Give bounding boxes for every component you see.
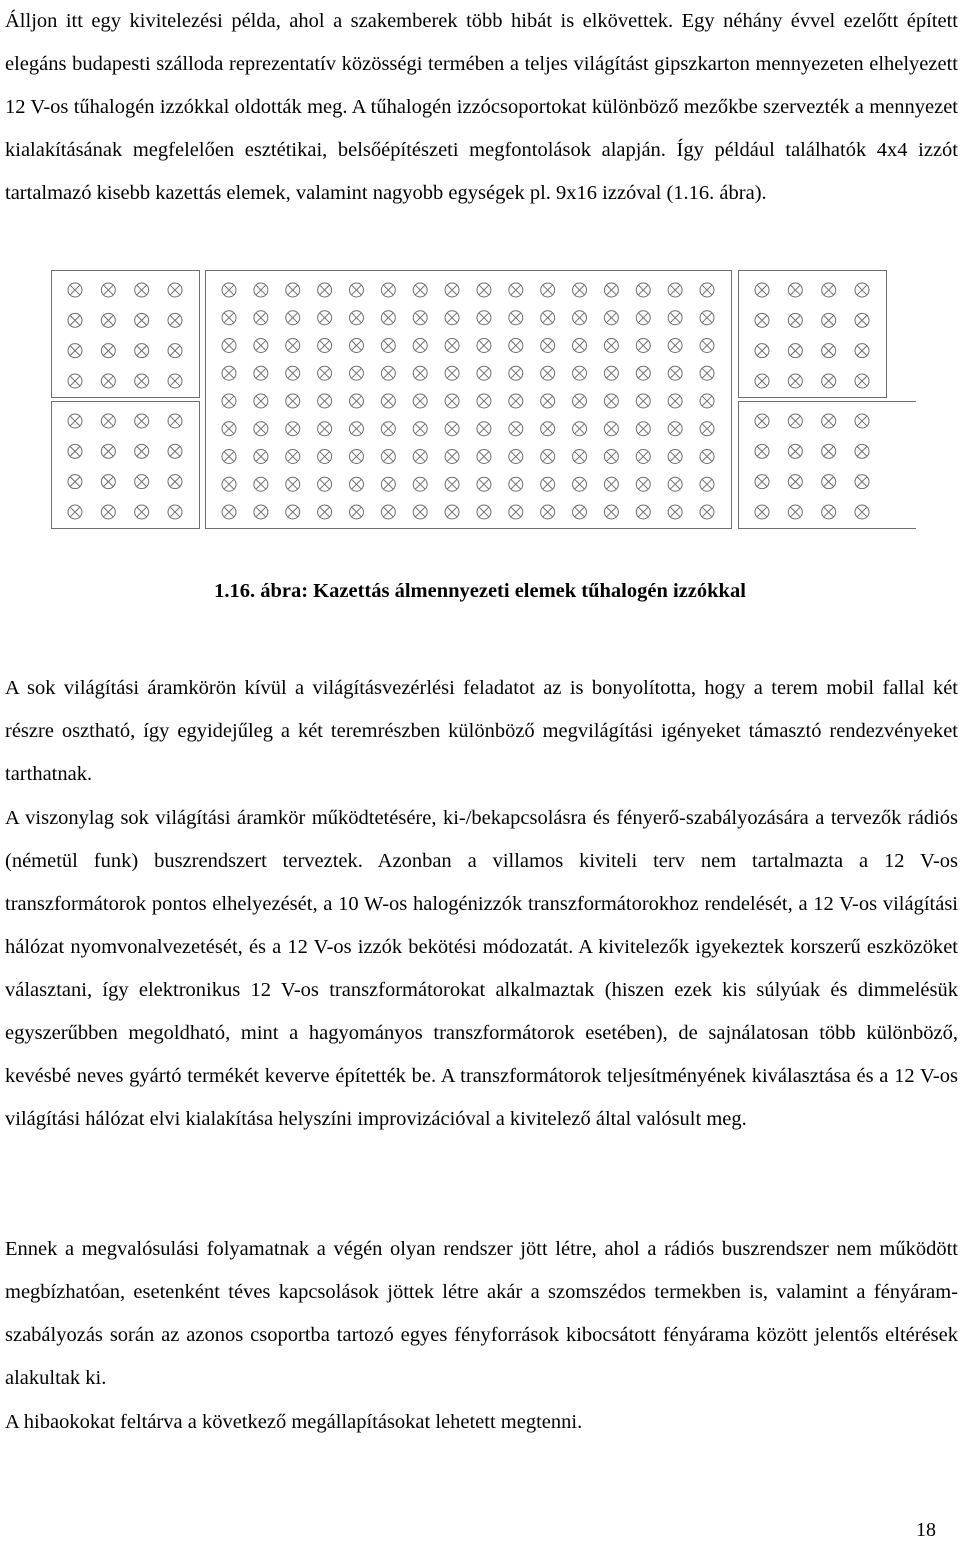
lamp-cross-circle-icon — [222, 505, 236, 519]
lamp-cross-circle-icon — [573, 339, 587, 353]
lamp-cross-circle-icon — [477, 422, 491, 436]
lamp-cross-circle-icon — [413, 505, 427, 519]
lamp-cross-circle-icon — [573, 394, 587, 408]
lamp-cross-circle-icon — [68, 374, 82, 388]
lamp-cross-circle-icon — [788, 344, 802, 358]
lamp-cross-circle-icon — [68, 344, 82, 358]
lamp-cross-circle-icon — [604, 450, 618, 464]
lamp-cross-circle-icon — [413, 339, 427, 353]
lamp-cross-circle-icon — [318, 283, 332, 297]
lamp-cross-circle-icon — [788, 283, 802, 297]
lamp-cross-circle-icon — [254, 311, 268, 325]
lamp-cross-circle-icon — [788, 313, 802, 327]
lamp-cross-circle-icon — [788, 414, 802, 428]
lamp-cross-circle-icon — [700, 422, 714, 436]
lamp-cross-circle-icon — [445, 394, 459, 408]
lamp-cross-circle-icon — [222, 477, 236, 491]
lamp-cross-circle-icon — [573, 505, 587, 519]
lamp-cross-circle-icon — [668, 339, 682, 353]
lamp-cross-circle-icon — [445, 311, 459, 325]
lamp-cross-circle-icon — [349, 339, 363, 353]
lamp-cross-circle-icon — [286, 450, 300, 464]
paragraph-result: Ennek a megvalósulási folyamatnak a végén olyan rendszer jött létre, ahol a rádiós buszrendszer nem működött megbízhatóan, esetenként téves kapcsolások jöttek létre akár a szomszédos termekben is, valamint a fényáram-szabályozás során az azonos csoportba tartozó egyes fényforrások kibocsátott fényárama között jelentős eltérések alakultak ki. — [5, 1238, 958, 1389]
lamp-cross-circle-icon — [788, 444, 802, 458]
lamp-cross-circle-icon — [855, 313, 869, 327]
lamp-cross-circle-icon — [700, 283, 714, 297]
lamp-cross-circle-icon — [381, 422, 395, 436]
lamp-cross-circle-icon — [755, 344, 769, 358]
lamp-cross-circle-icon — [413, 450, 427, 464]
lamp-cross-circle-icon — [286, 422, 300, 436]
lamp-cross-circle-icon — [477, 394, 491, 408]
lamp-cross-circle-icon — [68, 414, 82, 428]
lamp-cross-circle-icon — [855, 505, 869, 519]
lamp-cross-circle-icon — [318, 394, 332, 408]
lamp-cross-circle-icon — [168, 475, 182, 489]
lamp-cross-circle-icon — [349, 311, 363, 325]
paragraph-mobile-wall: A sok világítási áramkörön kívül a világításvezérlési feladatot az is bonyolította, hogy a terem mobil fallal két részre osztható, így egyidejűleg a két teremrészben különböző megvilágítási igényeket támasztó rendezvényeket tarthatnak. — [5, 677, 958, 785]
lamp-cross-circle-icon — [254, 366, 268, 380]
lamp-cross-circle-icon — [381, 477, 395, 491]
lamp-cross-circle-icon — [168, 283, 182, 297]
lamp-cross-circle-icon — [286, 477, 300, 491]
lamp-cross-circle-icon — [135, 444, 149, 458]
lamp-cross-circle-icon — [573, 311, 587, 325]
lamp-cross-circle-icon — [604, 339, 618, 353]
lamp-cross-circle-icon — [755, 475, 769, 489]
lamp-cross-circle-icon — [636, 450, 650, 464]
lamp-cross-circle-icon — [822, 374, 836, 388]
lamp-cross-circle-icon — [135, 344, 149, 358]
lamp-cross-circle-icon — [509, 422, 523, 436]
lamp-cross-circle-icon — [541, 422, 555, 436]
lamp-cross-circle-icon — [700, 477, 714, 491]
lamp-cross-circle-icon — [855, 283, 869, 297]
lamp-cross-circle-icon — [254, 394, 268, 408]
lamp-cross-circle-icon — [381, 283, 395, 297]
lamp-cross-circle-icon — [381, 394, 395, 408]
lamp-cross-circle-icon — [636, 283, 650, 297]
lamp-cross-circle-icon — [445, 505, 459, 519]
paragraph-bus-system: A viszonylag sok világítási áramkör működtetésére, ki-/bekapcsolásra és fényerő-szabályozására a tervezők rádiós (németül funk) buszrendszert terveztek. Azonban a villamos kiviteli terv nem tartalmazta a 12 V-os transzformátorok pontos elhelyezését, a 10 W-os halogénizzók transzformátorokhoz rendelését, a 12 V-os világítási hálózat nyomvonalvezetését, és a 12 V-os izzók bekötési módozatát. A kivitelezők igyekeztek korszerű eszközöket választani, így elektronikus 12 V-os transzformátorokat alkalmaztak (hiszen ezek kis súlyúak és dimmelésük egyszerűbben megoldható, mint a hagyományos transzformátorok esetében), de sajnálatosan több különböző, kevésbé neves gyártó termékét keverve építették be. A transzformátorok teljesítményének kiválasztása és a 12 V-os világítási hálózat elvi kialakítása helyszíni improvizációval a kivitelező által valósult meg. — [5, 807, 958, 1130]
lamp-cross-circle-icon — [254, 477, 268, 491]
lamp-cross-circle-icon — [855, 475, 869, 489]
lamp-cross-circle-icon — [286, 394, 300, 408]
lamp-cross-circle-icon — [509, 477, 523, 491]
lamp-cross-circle-icon — [445, 366, 459, 380]
paragraph-conclusion-lead: A hibaokokat feltárva a következő megállapításokat lehetett megtenni. — [5, 1411, 583, 1433]
lamp-cross-circle-icon — [541, 450, 555, 464]
lamp-cross-circle-icon — [101, 505, 115, 519]
lamp-cross-circle-icon — [413, 394, 427, 408]
lamp-cross-circle-icon — [604, 311, 618, 325]
lamp-cross-circle-icon — [381, 505, 395, 519]
lamp-cross-circle-icon — [318, 505, 332, 519]
lamp-cross-circle-icon — [381, 311, 395, 325]
lamp-cross-circle-icon — [541, 505, 555, 519]
lamp-cross-circle-icon — [413, 311, 427, 325]
lamp-cross-circle-icon — [509, 283, 523, 297]
lamp-cross-circle-icon — [668, 394, 682, 408]
lamp-cross-circle-icon — [509, 450, 523, 464]
lamp-cross-circle-icon — [135, 374, 149, 388]
lamp-cross-circle-icon — [477, 477, 491, 491]
lamp-cross-circle-icon — [168, 414, 182, 428]
lamp-cross-circle-icon — [509, 505, 523, 519]
lamp-cross-circle-icon — [254, 450, 268, 464]
lamp-cross-circle-icon — [168, 313, 182, 327]
lamp-cross-circle-icon — [700, 394, 714, 408]
lamp-cross-circle-icon — [101, 374, 115, 388]
lamp-cross-circle-icon — [855, 344, 869, 358]
lamp-cross-circle-icon — [541, 366, 555, 380]
lamp-cross-circle-icon — [700, 366, 714, 380]
lamp-cross-circle-icon — [822, 313, 836, 327]
lamp-cross-circle-icon — [788, 475, 802, 489]
lamp-cross-circle-icon — [101, 283, 115, 297]
lamp-cross-circle-icon — [222, 283, 236, 297]
lamp-cross-circle-icon — [168, 374, 182, 388]
lamp-cross-circle-icon — [349, 366, 363, 380]
lamp-cross-circle-icon — [286, 311, 300, 325]
lamp-cross-circle-icon — [68, 283, 82, 297]
lamp-cross-circle-icon — [168, 505, 182, 519]
lamp-cross-circle-icon — [318, 450, 332, 464]
lamp-cross-circle-icon — [254, 339, 268, 353]
lamp-cross-circle-icon — [68, 444, 82, 458]
lamp-cross-circle-icon — [509, 366, 523, 380]
lamp-cross-circle-icon — [135, 283, 149, 297]
lamp-cross-circle-icon — [668, 477, 682, 491]
lamp-cross-circle-icon — [541, 311, 555, 325]
small-cassette-top-right — [739, 271, 887, 398]
lamp-cross-circle-icon — [855, 374, 869, 388]
figure-caption: 1.16. ábra: Kazettás álmennyezeti elemek tűhalogén izzókkal — [214, 580, 746, 602]
lamp-cross-circle-icon — [413, 283, 427, 297]
lamp-cross-circle-icon — [222, 311, 236, 325]
lamp-cross-circle-icon — [477, 505, 491, 519]
lamp-cross-circle-icon — [700, 339, 714, 353]
lamp-cross-circle-icon — [573, 477, 587, 491]
lamp-cross-circle-icon — [822, 505, 836, 519]
lamp-cross-circle-icon — [286, 339, 300, 353]
lamp-cross-circle-icon — [636, 366, 650, 380]
lamp-cross-circle-icon — [477, 311, 491, 325]
lamp-cross-circle-icon — [318, 339, 332, 353]
lamp-cross-circle-icon — [700, 505, 714, 519]
lamp-cross-circle-icon — [318, 366, 332, 380]
lamp-cross-circle-icon — [477, 366, 491, 380]
lamp-cross-circle-icon — [477, 283, 491, 297]
lamp-cross-circle-icon — [636, 422, 650, 436]
lamp-cross-circle-icon — [286, 505, 300, 519]
lamp-cross-circle-icon — [168, 444, 182, 458]
lamp-cross-circle-icon — [318, 422, 332, 436]
paragraph-intro: Álljon itt egy kivitelezési példa, ahol a szakemberek több hibát is elkövettek. Egy néhány évvel ezelőtt épített elegáns budapesti szálloda reprezentatív közösségi termében a teljes világítást gipszkarton mennyezeten elhelyezett 12 V-os tűhalogén izzókkal oldották meg. A tűhalogén izzócsoportokat különböző mezőkbe szervezték a mennyezet kialakításának megfelelően esztétikai, belsőépítészeti megfontolások alapján. Így például találhatók 4x4 izzót tartalmazó kisebb kazettás elemek, valamint nagyobb egységek pl. 9x16 izzóval (1.16. ábra). — [5, 10, 958, 204]
lamp-cross-circle-icon — [573, 422, 587, 436]
lamp-cross-circle-icon — [509, 311, 523, 325]
figure-drawing — [51, 270, 916, 530]
lamp-cross-circle-icon — [135, 505, 149, 519]
lamp-cross-circle-icon — [604, 366, 618, 380]
lamp-cross-circle-icon — [788, 505, 802, 519]
lamp-cross-circle-icon — [413, 477, 427, 491]
lamp-cross-circle-icon — [135, 475, 149, 489]
lamp-cross-circle-icon — [700, 311, 714, 325]
lamp-cross-circle-icon — [68, 505, 82, 519]
lamp-cross-circle-icon — [668, 311, 682, 325]
lamp-cross-circle-icon — [254, 283, 268, 297]
lamp-cross-circle-icon — [755, 374, 769, 388]
lamp-cross-circle-icon — [604, 477, 618, 491]
lamp-cross-circle-icon — [604, 283, 618, 297]
lamp-cross-circle-icon — [286, 283, 300, 297]
lamp-cross-circle-icon — [445, 283, 459, 297]
lamp-cross-circle-icon — [222, 339, 236, 353]
lamp-cross-circle-icon — [318, 311, 332, 325]
lamp-cross-circle-icon — [135, 414, 149, 428]
lamp-cross-circle-icon — [668, 366, 682, 380]
small-cassette-bottom-right — [739, 402, 917, 529]
lamp-cross-circle-icon — [101, 313, 115, 327]
lamp-cross-circle-icon — [755, 283, 769, 297]
lamp-cross-circle-icon — [349, 450, 363, 464]
cassette-frame — [206, 271, 732, 529]
lamp-cross-circle-icon — [541, 339, 555, 353]
lamp-cross-circle-icon — [668, 283, 682, 297]
lamp-cross-circle-icon — [445, 422, 459, 436]
lamp-cross-circle-icon — [700, 450, 714, 464]
lamp-cross-circle-icon — [636, 505, 650, 519]
lamp-cross-circle-icon — [168, 344, 182, 358]
lamp-cross-circle-icon — [822, 344, 836, 358]
lamp-cross-circle-icon — [477, 339, 491, 353]
lamp-cross-circle-icon — [222, 366, 236, 380]
lamp-cross-circle-icon — [254, 505, 268, 519]
lamp-cross-circle-icon — [222, 450, 236, 464]
lamp-cross-circle-icon — [286, 366, 300, 380]
lamp-cross-circle-icon — [349, 477, 363, 491]
lamp-cross-circle-icon — [509, 394, 523, 408]
lamp-cross-circle-icon — [381, 366, 395, 380]
lamp-cross-circle-icon — [381, 450, 395, 464]
lamp-cross-circle-icon — [413, 366, 427, 380]
lamp-cross-circle-icon — [822, 414, 836, 428]
lamp-cross-circle-icon — [101, 475, 115, 489]
lamp-cross-circle-icon — [445, 339, 459, 353]
lamp-cross-circle-icon — [755, 505, 769, 519]
lamp-cross-circle-icon — [788, 374, 802, 388]
lamp-cross-circle-icon — [349, 394, 363, 408]
lamp-cross-circle-icon — [349, 283, 363, 297]
lamp-cross-circle-icon — [222, 422, 236, 436]
lamp-cross-circle-icon — [855, 414, 869, 428]
lamp-cross-circle-icon — [135, 313, 149, 327]
lamp-cross-circle-icon — [445, 477, 459, 491]
lamp-cross-circle-icon — [101, 414, 115, 428]
lamp-cross-circle-icon — [541, 394, 555, 408]
lamp-cross-circle-icon — [822, 283, 836, 297]
lamp-cross-circle-icon — [573, 283, 587, 297]
lamp-cross-circle-icon — [101, 344, 115, 358]
lamp-cross-circle-icon — [636, 477, 650, 491]
small-cassette-top-left — [52, 271, 200, 398]
lamp-cross-circle-icon — [822, 444, 836, 458]
lamp-cross-circle-icon — [101, 444, 115, 458]
lamp-cross-circle-icon — [604, 505, 618, 519]
lamp-cross-circle-icon — [668, 422, 682, 436]
lamp-cross-circle-icon — [573, 450, 587, 464]
lamp-cross-circle-icon — [668, 450, 682, 464]
lamp-cross-circle-icon — [509, 339, 523, 353]
lamp-cross-circle-icon — [445, 450, 459, 464]
lamp-cross-circle-icon — [755, 313, 769, 327]
lamp-cross-circle-icon — [668, 505, 682, 519]
lamp-cross-circle-icon — [413, 422, 427, 436]
lamp-cross-circle-icon — [855, 444, 869, 458]
lamp-cross-circle-icon — [636, 339, 650, 353]
lamp-cross-circle-icon — [755, 444, 769, 458]
lamp-cross-circle-icon — [222, 394, 236, 408]
lamp-cross-circle-icon — [636, 394, 650, 408]
lamp-cross-circle-icon — [541, 283, 555, 297]
lamp-cross-circle-icon — [349, 422, 363, 436]
ceiling-cassette-figure — [51, 270, 916, 530]
small-cassette-bottom-left — [52, 402, 200, 529]
page-number: 18 — [916, 1519, 936, 1541]
lamp-cross-circle-icon — [254, 422, 268, 436]
lamp-cross-circle-icon — [381, 339, 395, 353]
lamp-cross-circle-icon — [349, 505, 363, 519]
large-cassette-center — [206, 271, 732, 529]
lamp-cross-circle-icon — [755, 414, 769, 428]
lamp-cross-circle-icon — [477, 450, 491, 464]
lamp-cross-circle-icon — [604, 394, 618, 408]
lamp-cross-circle-icon — [636, 311, 650, 325]
lamp-cross-circle-icon — [573, 366, 587, 380]
lamp-cross-circle-icon — [68, 475, 82, 489]
lamp-cross-circle-icon — [822, 475, 836, 489]
lamp-cross-circle-icon — [318, 477, 332, 491]
lamp-cross-circle-icon — [604, 422, 618, 436]
lamp-cross-circle-icon — [541, 477, 555, 491]
lamp-cross-circle-icon — [68, 313, 82, 327]
